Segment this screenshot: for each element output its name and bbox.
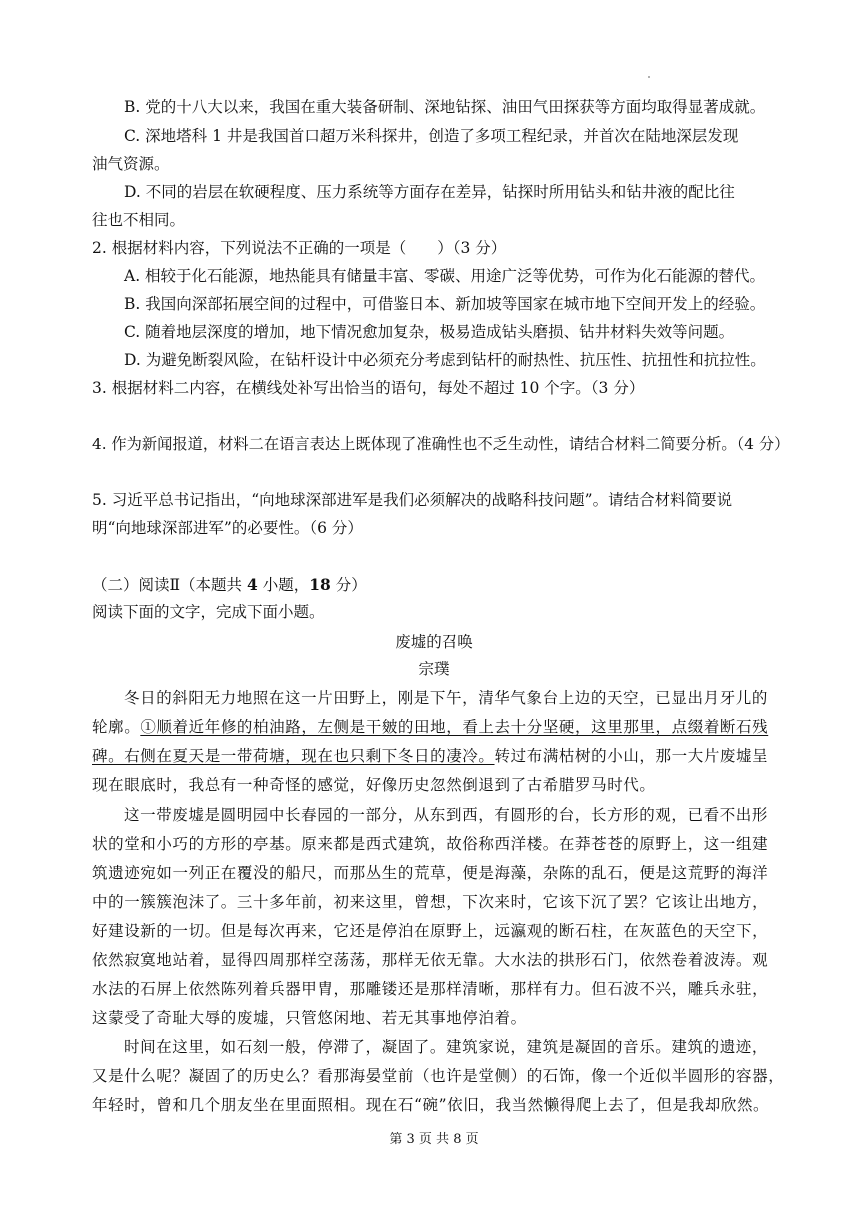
article-p1-line2: [92, 716, 768, 738]
article-p3-line1: 时间在这里，如石刻一般，停滞了，凝固了。建筑家说，建筑是凝固的音乐。建筑的遗迹，: [124, 1038, 769, 1056]
page-number-footer: 第 3 页 共 8 页: [389, 1132, 479, 1147]
article-title: 废墟的召唤: [395, 633, 473, 651]
article-p2-line7: 水法的石屏上依然陈列着兵器甲胄，那雕镂还是那样清晰，那样有力。但石波不兴，雕兵永驻，: [92, 980, 769, 998]
article-p2-line8: 这蒙受了奇耻大辱的废墟，只管悠闲地、若无其事地停泊着。: [92, 1009, 527, 1027]
underlined-passage-1-cont: 碑。右侧在夏天是一带荷塘，现在也只剩下冬日的凄冷。: [92, 747, 495, 765]
q1-option-d-line1: D. 不同的岩层在软硬程度、压力系统等方面存在差异，钻探时所用钻头和钻井液的配比往: [124, 183, 735, 201]
q1-option-c-line1: C. 深地塔科 1 井是我国首口超万米科探井，创造了多项工程纪录，并首次在陆地深层发现: [124, 127, 739, 145]
q1-option-d-line2: 往也不相同。: [92, 211, 186, 229]
section-heading-prefix: （二）阅读Ⅱ（本题共: [92, 576, 247, 594]
q1-option-b: B. 党的十八大以来，我国在重大装备研制、深地钻探、油田气田探获等方面均取得显著成就。: [124, 98, 766, 116]
q2-stem: 2. 根据材料内容，下列说法不正确的一项是（ ）（3 分）: [92, 239, 507, 257]
q5-stem-line2: 明“向地球深部进军”的必要性。（6 分）: [92, 519, 363, 537]
q5-stem-line1: 5. 习近平总书记指出，“向地球深部进军是我们必须解决的战略科技问题”。请结合材料简要说: [92, 491, 733, 509]
q2-option-a: A. 相较于化石能源，地热能具有储量丰富、零碳、用途广泛等优势，可作为化石能源的替代。: [124, 267, 766, 285]
q2-option-b: B. 我国向深部拓展空间的过程中，可借鉴日本、新加坡等国家在城市地下空间开发上的经验。: [124, 295, 766, 313]
section-instruction: 阅读下面的文字，完成下面小题。: [92, 603, 325, 621]
section-total-score: 18: [309, 575, 331, 594]
article-p1-line2-plain: 轮廓。: [92, 718, 141, 736]
q2-option-c: C. 随着地层深度的增加，地下情况愈加复杂，极易造成钻头磨损、钻井材料失效等问题。: [124, 323, 735, 341]
article-p1-line4: 现在眼底时，我总有一种奇怪的感觉，好像历史忽然倒退到了古希腊罗马时代。: [92, 776, 656, 794]
article-p2-line2: 状的堂和小巧的方形的亭基。原来都是西式建筑，故俗称西洋楼。在莽苍苍的原野上，这一组建: [92, 835, 769, 853]
q1-option-c-line2: 油气资源。: [92, 155, 170, 173]
q4-stem: 4. 作为新闻报道，材料二在语言表达上既体现了准确性也不乏生动性，请结合材料二简要分析。（4 分）: [92, 435, 790, 453]
underlined-passage-1: ①顺着近年修的柏油路，左侧是干皴的田地，看上去十分坚硬，这里那里，点缀着断石残: [140, 718, 769, 736]
article-p2-line4: 中的一簇簇泡沫了。三十多年前，初来这里，曾想，下次来时，它该下沉了罢？它该让出地方，: [92, 893, 769, 911]
q2-option-d: D. 为避免断裂风险，在钻杆设计中必须充分考虑到钻杆的耐热性、抗压性、抗扭性和抗拉性。: [124, 351, 766, 369]
article-p3-line3: 年轻时，曾和几个朋友坐在里面照相。现在石“碗”依旧，我当然懒得爬上去了，但是我却欣然。: [92, 1096, 770, 1114]
article-p2-line3: 筑遗迹宛如一列正在覆没的船尺，而那丛生的荒草，便是海藻，杂陈的乱石，便是这荒野的海洋: [92, 864, 769, 882]
article-p1-line3: [92, 745, 768, 767]
section-heading-suffix: 分）: [330, 576, 367, 594]
section-question-count: 4: [246, 575, 258, 594]
article-p2-line6: 依然寂寞地站着，显得四周那样空荡荡，那样无依无靠。大水法的拱形石门，依然卷着波涛。观: [92, 951, 769, 969]
article-author: 宗璞: [418, 660, 450, 678]
article-p1-line1: 冬日的斜阳无力地照在这一片田野上，刚是下午，清华气象台上边的天空，已显出月牙儿的: [124, 689, 769, 707]
section-heading-mid: 小题，: [257, 576, 310, 594]
article-p3-line2: 又是什么呢？凝固了的历史么？看那海晏堂前（也许是堂侧）的石饰，像一个近似半圆形的容器，: [92, 1067, 785, 1085]
q3-stem: 3. 根据材料二内容，在横线处补写出恰当的语句，每处不超过 10 个字。（3 分）: [92, 379, 645, 397]
scan-dot: [648, 76, 650, 78]
section-heading: [92, 574, 367, 596]
article-p2-line5: 好建设新的一切。但是每次再来，它还是停泊在原野上，远瀛观的断石柱，在灰蓝色的天空下，: [92, 922, 769, 940]
article-p1-line3-plain: 转过布满枯树的小山，那一大片废墟呈: [494, 747, 769, 765]
article-p2-line1: 这一带废墟是圆明园中长春园的一部分，从东到西，有圆形的台，长方形的观，已看不出形: [124, 806, 769, 824]
